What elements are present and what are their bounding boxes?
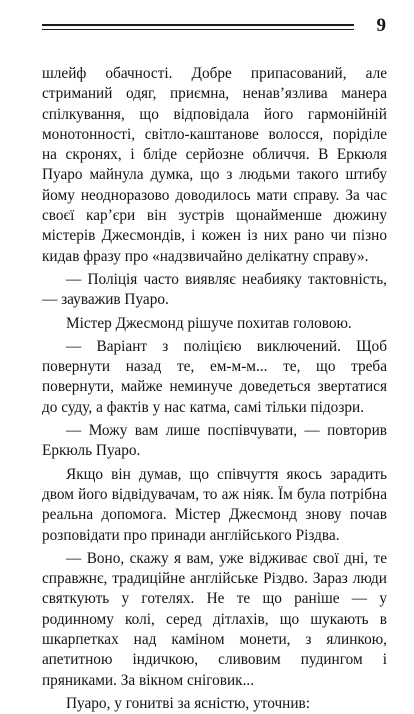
paragraph: — Варіант з поліцією виключений. Щоб повернути назад те, ем-м-м... те, що треба повернути, майже неминуче доведеться звертатися до суду, а фактів у нас катма, самі тільки підозри. — [42, 337, 387, 416]
paragraph: Пуаро, у гонитві за ясністю, уточнив: — [66, 694, 310, 712]
paragraph: Містер Джесмонд рішуче похитав головою. — [66, 314, 352, 332]
page-body — [42, 64, 387, 714]
paragraph: — Поліція часто виявляє неабияку тактовність, — зауважив Пуаро. — [42, 270, 387, 309]
page-number: 9 — [376, 15, 386, 36]
paragraph: — Можу вам лише поспівчувати, — повторив Еркюль Пуаро. — [42, 422, 387, 460]
header-rule — [42, 24, 354, 26]
paragraph: Якщо він думав, що співчуття якось зарадить двом його відвідувачам, то аж ніяк. Їм була потрібна реальна допомога. Містер Джесмонд знову почав розповідати про принади англійського Різдва. — [42, 465, 387, 544]
paragraph: — Воно, скажу я вам, уже відживає свої дні, те справжнє, традиційне англійське Різдво. Зараз люди святкують у готелях. Не те що раніше — у родинному колі, серед дітлахів, що шукають в шкарпетках над каміном монети, з ялинкою, апетитною індичкою, сливовим пудингом і пряниками. За вікном сніговик... — [42, 549, 387, 689]
paragraph: шлейф обачності. Добре припасований, але стриманий одяг, приємна, ненав’язлива манера спілкування, що відповідала його гармонійній монотонності, світло-каштанове волосся, поріділе на скронях, і бліде серйозне обличчя. В Еркюля Пуаро майнула думка, що з людьми такого штибу йому неодноразово доводилось мати справу. За час своєї кар’єри він зустрів щонайменше дюжину містерів Джесмондів, і кожен із них рано чи пізно кидав фразу про «надзвичайно делікатну справу». — [42, 65, 387, 265]
header-rule-thin — [42, 29, 354, 30]
page-header — [42, 14, 386, 44]
